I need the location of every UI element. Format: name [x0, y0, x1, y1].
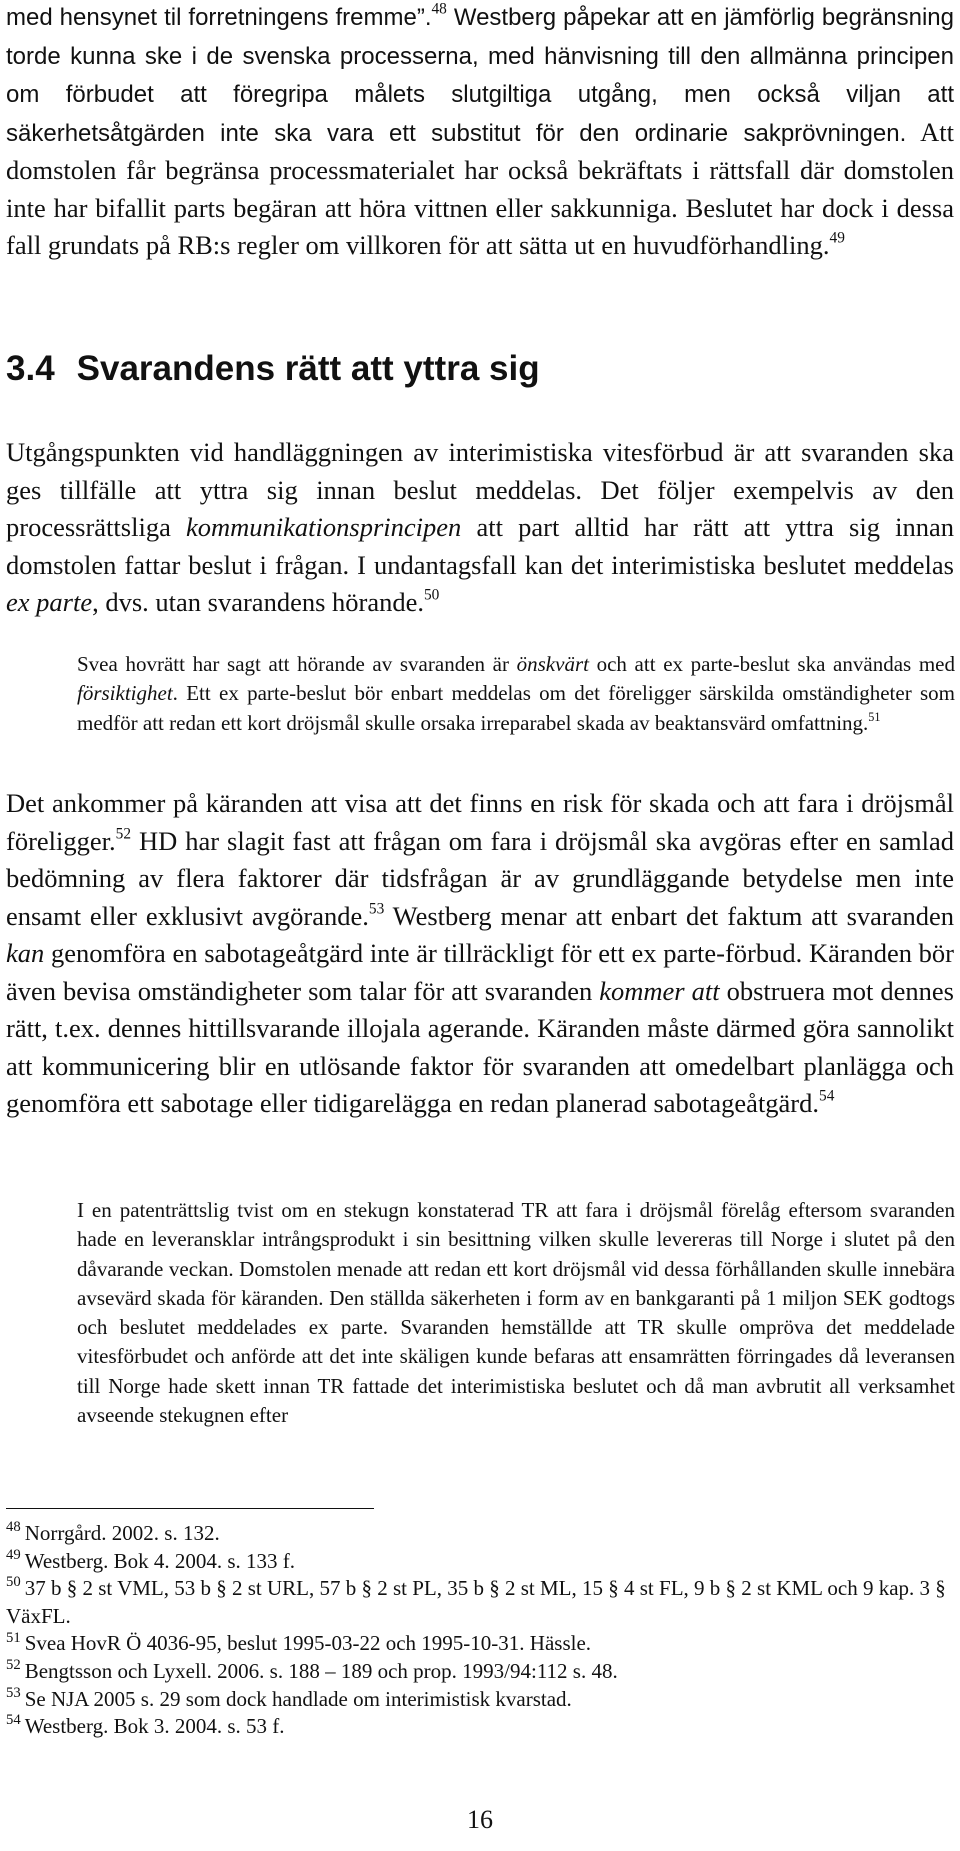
paragraph-top: [6, 0, 954, 265]
paragraph-1-part3: , dvs. utan svarandens hörande.: [92, 587, 424, 617]
footnote-text: Norrgård. 2002. s. 132.: [24, 1521, 220, 1545]
footnote-50: [6, 1575, 954, 1630]
footnote-ref-50: 50: [424, 586, 440, 604]
footnote-ref-49: 49: [829, 229, 845, 247]
footnote-text: Westberg. Bok 4. 2004. s. 133 f.: [24, 1548, 296, 1573]
paragraph-1-part2: att part alltid har rätt att yttra sig innan domstolen fattar beslut i frågan. I undantagsfall kan det interimistiska beslutet meddelas: [6, 512, 954, 580]
paragraph-2-part5: obstruera mot dennes rätt, t.ex. dennes hittillsvarande illojala agerande. Käranden måste därmed göra sannolikt att kommunicering blir en utlösande faktor för svaranden att omedelbart planlägga och genomföra ett sabotage eller tidigarelägga en redan planerad sabotageåtgärd.: [6, 975, 954, 1118]
quote-2-text: I en patenträttslig tvist om en stekugn konstaterad TR att fara i dröjsmål förelåg eftersom svaranden hade en leveransklar intrångsprodukt i sin besittning vilken skulle levereras till Norge i slutet på den dåvarande veckan. Domstolen menade att redan ett kort dröjsmål vid dessa förhållanden skulle innebära avsevärd skada för käranden. Den ställda säkerheten i form av en bankgaranti på 1 miljon SEK godtogs och beslutet meddelades ex parte. Svaranden hemställde att TR skulle ompröva det meddelade vitesförbudet och anförde att det inte skäligen kunde befaras att ensamrätten förringades då leveransen till Norge hade skett innan TR fattade det interimistiska beslutet och då man avbrutit all verksamhet avseende stekugnen efter: [77, 1198, 955, 1428]
section-title: Svarandens rätt att yttra sig: [76, 349, 540, 388]
quote-1-part3: . Ett ex parte-beslut bör enbart meddelas om det föreligger särskilda omständigheter som medför att redan ett kort dröjsmål skulle orsaka irreparabel skada av beaktansvärd omfattning.: [77, 681, 955, 735]
footnote-ref-51: 51: [868, 709, 881, 724]
footnote-48: [6, 1520, 954, 1548]
paragraph-top-part3: Att domstolen får begränsa processmaterialet har också bekräftats i rättsfall där domstolen inte har bifallit parts begäran att höra vittnen eller sakkunniga. Beslutet har dock i dessa fall grundats på RB:s regler om villkoren för att sätta ut en huvudförhandling.: [6, 116, 955, 260]
footnotes: [6, 1520, 954, 1741]
footnote-text: Bengtsson och Lyxell. 2006. s. 188 – 189 och prop. 1993/94:112 s. 48.: [24, 1658, 618, 1683]
paragraph-2-part3: Westberg menar att enbart det faktum att svaranden: [384, 900, 954, 931]
quote-1-part2: och att ex parte-beslut ska användas med: [588, 652, 955, 676]
paragraph-2-italic1: kan: [6, 938, 45, 968]
footnote-number: 52: [6, 1657, 21, 1674]
footnote-number: 48: [6, 1519, 21, 1536]
footnote-text: Se NJA 2005 s. 29 som dock handlade om interimistisk kvarstad.: [24, 1686, 572, 1711]
section-heading: [6, 346, 540, 392]
footnote-ref-54: 54: [819, 1087, 835, 1105]
paragraph-1: [6, 434, 954, 622]
footnote-text: 37 b § 2 st VML, 53 b § 2 st URL, 57 b § 2 st PL, 35 b § 2 st ML, 15 § 4 st FL, 9 b § 2 st KML och 9 kap. 3 § VäxFL.: [6, 1576, 946, 1628]
footnote-number: 50: [6, 1574, 21, 1591]
footnote-text: Svea HovR Ö 4036-95, beslut 1995-03-22 och 1995-10-31. Hässle.: [24, 1631, 592, 1656]
quote-1-part1: Svea hovrätt har sagt att hörande av svaranden är: [77, 652, 517, 676]
footnote-51: [6, 1630, 954, 1658]
paragraph-2-part1: Det ankommer på käranden att visa att det finns en risk för skada och att fara i dröjsmål föreligger.: [6, 788, 954, 856]
paragraph-2-part2: HD har slagit fast att frågan om fara i dröjsmål ska avgöras efter en samlad bedömning av flera faktorer där tidsfrågan är av grundläggande betydelse men inte ensamt eller exklusivt avgörande.: [6, 825, 954, 931]
footnote-ref-53: 53: [368, 899, 385, 917]
paragraph-2-italic2: kommer att: [599, 975, 720, 1006]
quote-1: [77, 650, 955, 738]
quote-1-italic1: önskvärt: [516, 652, 589, 676]
paragraph-2: [6, 785, 954, 1123]
paragraph-top-part1: med hensynet til forretningens fremme”.: [6, 4, 432, 31]
footnote-54: [6, 1713, 954, 1741]
footnote-ref-52: 52: [115, 824, 131, 842]
paragraph-1-italic1: kommunikationsprincipen: [186, 512, 462, 542]
paragraph-1-italic2: ex parte: [6, 587, 93, 617]
paragraph-top-part2: Westberg påpekar att en jämförlig begränsning torde kunna ske i de svenska processerna, med hänvisning till den allmänna principen om förbudet att föregripa målets slutgiltiga utgång, men också viljan att säkerhetsåtgärden inte ska vara ett substitut för den ordinarie sakprövningen.: [6, 4, 955, 147]
footnote-number: 53: [6, 1684, 21, 1701]
footnote-number: 51: [6, 1629, 21, 1646]
quote-2: [77, 1196, 955, 1430]
footnote-53: [6, 1686, 954, 1714]
footnote-number: 54: [6, 1712, 21, 1729]
quote-1-italic2: försiktighet: [77, 681, 173, 706]
section-number: 3.4: [6, 349, 55, 388]
footnote-number: 49: [6, 1546, 21, 1563]
footnote-49: [6, 1548, 954, 1576]
footnote-ref-48: 48: [431, 0, 447, 18]
page-number: 16: [467, 1805, 493, 1834]
paragraph-1-part1: Utgångspunkten vid handläggningen av interimistiska vitesförbud är att svaranden ska ges tillfälle att yttra sig innan beslut meddelas. Det följer exempelvis av den processrättsliga: [6, 437, 954, 542]
footnote-text: Westberg. Bok 3. 2004. s. 53 f.: [24, 1714, 285, 1739]
footnote-52: [6, 1658, 954, 1686]
paragraph-2-part4: genomföra en sabotageåtgärd inte är tillräckligt för ett ex parte-förbud. Käranden bör även bevisa omständigheter som talar för att svaranden: [6, 938, 954, 1006]
footnote-separator: [6, 1508, 374, 1509]
